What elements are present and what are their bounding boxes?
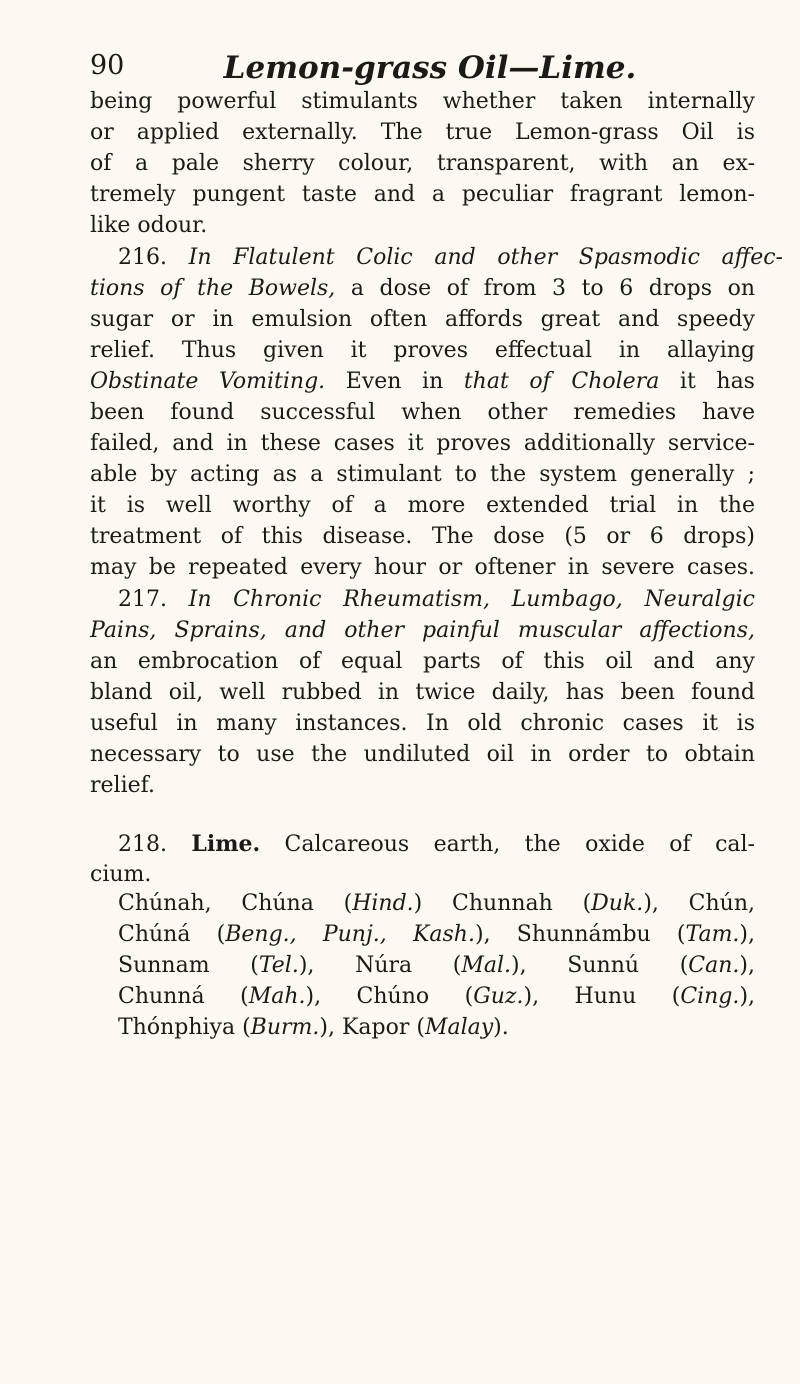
text-run: In Flatulent Colic and other Spasmodic affec- xyxy=(188,245,783,270)
text-line xyxy=(90,680,755,710)
text-run: an embrocation of equal parts of this oil and any xyxy=(90,649,755,674)
text-run: Thónphiya ( xyxy=(118,1015,251,1040)
text-run: tions of the Bowels, xyxy=(90,276,336,301)
text-run: 216. xyxy=(118,245,189,270)
text-run: Can. xyxy=(688,953,740,978)
text-run: being powerful stimulants whether taken internally xyxy=(90,89,755,114)
text-run: ) Chunnah ( xyxy=(413,891,592,916)
text-run: Obstinate Vomiting. xyxy=(90,369,326,394)
text-run: ), xyxy=(739,953,755,978)
text-run: Lime. xyxy=(191,831,261,857)
text-line xyxy=(90,462,755,492)
text-run: Mah. xyxy=(248,984,306,1009)
text-run: Duk. xyxy=(591,891,644,916)
text-run: of a pale sherry colour, transparent, with an ex- xyxy=(90,151,755,176)
text-run: tremely pungent taste and a peculiar fragrant lemon- xyxy=(90,182,755,207)
text-run: Mal. xyxy=(461,953,512,978)
text-line xyxy=(90,120,755,150)
text-run: necessary to use the undiluted oil in order to obtain xyxy=(90,742,755,767)
text-run: relief. xyxy=(90,773,155,798)
text-run: Pains, Sprains, and other painful muscular affections, xyxy=(90,618,755,643)
text-run: Guz. xyxy=(473,984,524,1009)
text-line xyxy=(90,338,755,368)
text-line xyxy=(90,182,755,212)
text-run: Burm. xyxy=(250,1015,320,1040)
text-run: ), Chún, xyxy=(643,891,755,916)
text-run: Hind. xyxy=(352,891,414,916)
text-line xyxy=(90,89,755,119)
text-run: 217. xyxy=(118,587,189,612)
text-line xyxy=(90,307,755,337)
text-line xyxy=(90,213,207,243)
text-run: a dose of from 3 to 6 drops on xyxy=(335,276,755,301)
text-run: Tam. xyxy=(685,922,740,947)
text-run: Calcareous earth, the oxide of cal- xyxy=(260,832,755,857)
text-run: Chúná ( xyxy=(118,922,226,947)
text-run: ), Hunu ( xyxy=(523,984,681,1009)
running-title: Lemon-grass Oil—Lime. xyxy=(223,50,637,86)
text-line xyxy=(118,245,783,275)
text-run: ), Kapor ( xyxy=(319,1015,425,1040)
text-line xyxy=(90,555,755,585)
text-line xyxy=(90,773,155,803)
text-run: able by acting as a stimulant to the system generally ; xyxy=(90,462,755,487)
text-run: Chúnah, Chúna ( xyxy=(118,891,353,916)
text-run: ). xyxy=(493,1015,509,1040)
text-line xyxy=(118,953,755,983)
text-run: Tel. xyxy=(258,953,299,978)
text-run: may be repeated every hour or oftener in severe cases. xyxy=(90,555,755,580)
text-line xyxy=(90,649,755,679)
text-run: bland oil, well rubbed in twice daily, has been found xyxy=(90,680,755,705)
text-run: In Chronic Rheumatism, Lumbago, Neuralgic xyxy=(188,587,755,612)
text-run: Even in xyxy=(325,369,464,394)
text-line xyxy=(90,493,755,523)
text-run: ), xyxy=(739,984,756,1009)
text-run: cium. xyxy=(90,862,152,887)
text-line xyxy=(90,369,755,399)
text-run: Malay xyxy=(424,1015,494,1040)
text-line xyxy=(118,1015,509,1045)
text-line xyxy=(90,742,755,772)
text-run: Cing. xyxy=(680,984,740,1009)
text-run: ), xyxy=(739,922,755,947)
text-line xyxy=(90,618,755,648)
text-run: ), Chúno ( xyxy=(305,984,474,1009)
text-line xyxy=(118,984,755,1014)
text-line xyxy=(118,831,755,861)
text-run: ), Shunnámbu ( xyxy=(474,922,686,947)
text-run: been found successful when other remedies have xyxy=(90,400,755,425)
text-line xyxy=(118,587,755,617)
text-line xyxy=(90,400,755,430)
text-run: ), Sunnú ( xyxy=(511,953,689,978)
text-run: treatment of this disease. The dose (5 or 6 drops) xyxy=(90,524,755,549)
text-line xyxy=(90,862,151,892)
text-run: ), Núra ( xyxy=(298,953,462,978)
text-run: Sunnam ( xyxy=(118,953,259,978)
text-run: relief. Thus given it proves effectual in allaying xyxy=(90,338,755,363)
text-run: sugar or in emulsion often affords great and speedy xyxy=(90,307,755,332)
text-line xyxy=(90,276,755,306)
text-line xyxy=(90,151,755,181)
text-run: useful in many instances. In old chronic cases it is xyxy=(90,711,755,736)
text-run: Chunná ( xyxy=(118,984,249,1009)
text-run: like odour. xyxy=(90,213,208,238)
text-line xyxy=(90,711,755,741)
text-run: that of Cholera xyxy=(463,369,660,394)
text-run: 218. xyxy=(118,832,192,857)
text-run: or applied externally. The true Lemon-grass Oil is xyxy=(90,120,755,145)
page-number: 90 xyxy=(90,50,125,81)
text-line xyxy=(118,891,755,921)
text-line xyxy=(118,922,755,952)
text-run: it is well worthy of a more extended trial in the xyxy=(90,493,755,518)
text-run: Beng., Punj., Kash. xyxy=(225,922,475,947)
text-line xyxy=(90,431,755,461)
page-header xyxy=(90,50,770,90)
text-run: failed, and in these cases it proves additionally service- xyxy=(90,431,755,456)
text-line xyxy=(90,524,755,554)
text-run: it has xyxy=(659,369,755,394)
